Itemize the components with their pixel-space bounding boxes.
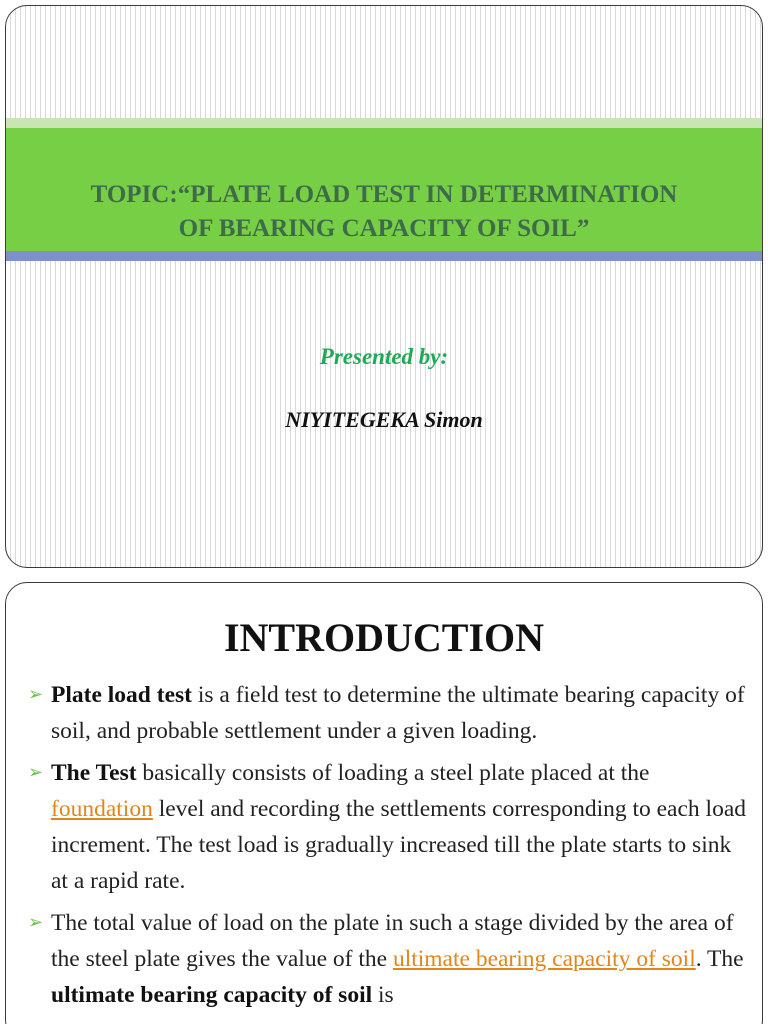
bullet1-text: is a field test to determine the ultimate bearing capacity of soil, and probable settlement under a given loading.	[51, 682, 745, 744]
arrow-bullet-icon: ➢	[28, 912, 44, 933]
bullet-item-plate-load-test	[26, 677, 754, 749]
introduction-heading: INTRODUCTION	[223, 615, 545, 660]
slide-title	[6, 178, 762, 246]
ultimate-bearing-capacity-link[interactable]: ultimate bearing capacity of soil	[392, 946, 696, 972]
title-slide	[5, 5, 763, 568]
bullet-list	[26, 677, 754, 1019]
slide-title-line2: OF BEARING CAPACITY OF SOIL”	[178, 215, 590, 242]
bullet3-text-c: is	[372, 982, 394, 1008]
bullet3-text-a: The total value of load on the plate in such a stage divided by the area of the steel plate gives the value of the	[51, 910, 734, 972]
bullet-item-the-test	[26, 755, 754, 899]
foundation-link[interactable]: foundation	[51, 796, 153, 822]
arrow-bullet-icon: ➢	[28, 762, 44, 783]
slide-title-line1: TOPIC:“PLATE LOAD TEST IN DETERMINATION	[90, 181, 678, 208]
presenter-name: NIYITEGEKA Simon	[285, 407, 483, 432]
introduction-slide	[5, 582, 763, 1024]
arrow-bullet-icon: ➢	[28, 684, 44, 705]
bullet3-text-b: . The	[695, 946, 744, 972]
bullet1-bold: Plate load test	[51, 682, 192, 708]
bullet3-bold: ultimate bearing capacity of soil	[51, 982, 373, 1008]
bullet2-text-a: basically consists of loading a steel plate placed at the	[136, 760, 650, 786]
presented-by-label: Presented by:	[319, 344, 449, 369]
title-band-bottom-stripe	[6, 251, 762, 261]
title-band-top-stripe	[6, 118, 762, 128]
bullet-item-total-load	[26, 905, 754, 1013]
bullet2-text-b: level and recording the settlements corresponding to each load increment. The test load is gradually increased till the plate starts to sink at a rapid rate.	[51, 796, 746, 894]
bullet2-bold: The Test	[51, 760, 137, 786]
